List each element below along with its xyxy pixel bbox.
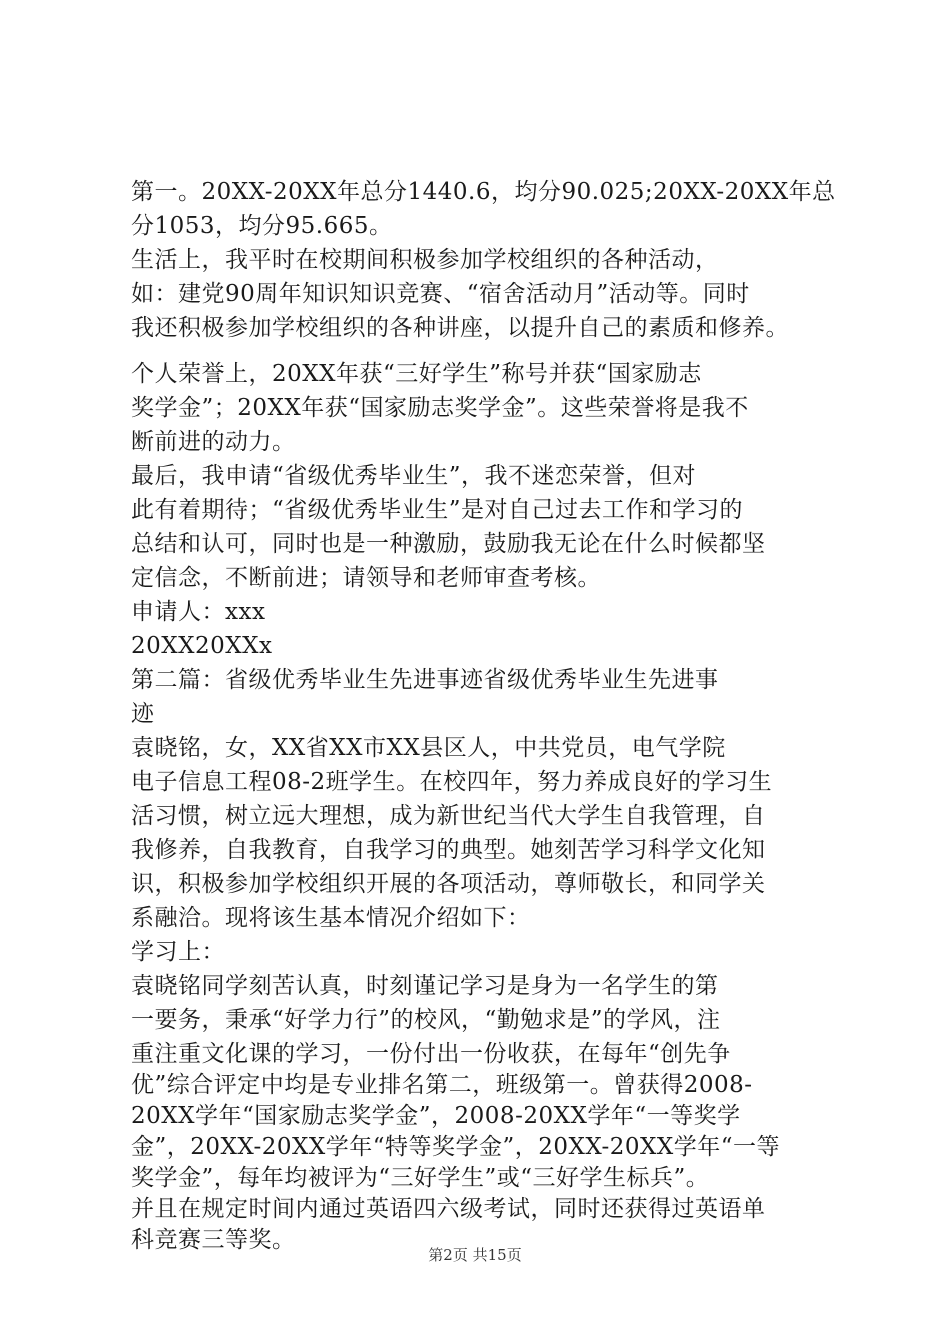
text-line: 生活上，我平时在校期间积极参加学校组织的各种活动，: [131, 247, 719, 273]
text-line: 活习惯，树立远大理想，成为新世纪当代大学生自我管理，自: [131, 803, 766, 829]
text-line: 迹: [131, 701, 155, 727]
text-line: 总结和认可，同时也是一种激励，鼓励我无论在什么时候都坚: [131, 531, 766, 557]
text-line: 优”综合评定中均是专业排名第二，班级第一。曾获得2008-: [131, 1072, 753, 1098]
text-line: 奖学金”，每年均被评为“三好学生”或“三好学生标兵”。: [131, 1165, 710, 1191]
text-line: 分1053，均分95.665。: [131, 213, 393, 239]
text-line: 定信念，不断前进；请领导和老师审查考核。: [131, 565, 601, 591]
text-line: 袁晓铭，女，XX省XX市XX县区人，中共党员，电气学院: [131, 735, 726, 761]
text-line: 金”，20XX-20XX学年“特等奖学金”，20XX-20XX学年“一等: [131, 1134, 780, 1160]
text-line: 系融洽。现将该生基本情况介绍如下：: [131, 905, 531, 931]
text-line: 申请人：xxx: [131, 599, 266, 625]
text-line: 电子信息工程08-2班学生。在校四年，努力养成良好的学习生: [131, 769, 773, 795]
text-line: 断前进的动力。: [131, 429, 296, 455]
text-line: 第二篇：省级优秀毕业生先进事迹省级优秀毕业生先进事: [131, 667, 719, 693]
text-line: 科竞赛三等奖。: [131, 1227, 296, 1253]
text-line: 20XX20XXx: [131, 633, 273, 659]
text-line: 并且在规定时间内通过英语四六级考试，同时还获得过英语单: [131, 1196, 766, 1222]
text-line: 20XX学年“国家励志奖学金”，2008-20XX学年“一等奖学: [131, 1103, 741, 1129]
text-line: 我还积极参加学校组织的各种讲座，以提升自己的素质和修养。: [131, 315, 789, 341]
text-line: 学习上：: [131, 939, 225, 965]
text-line: 第一。20XX-20XX年总分1440.6，均分90.025;20XX-20XX年总: [131, 179, 836, 205]
text-line: 识，积极参加学校组织开展的各项活动，尊师敬长，和同学关: [131, 871, 766, 897]
text-line: 我修养，自我教育，自我学习的典型。她刻苦学习科学文化知: [131, 837, 766, 863]
text-line: 最后，我申请“省级优秀毕业生”，我不迷恋荣誉，但对: [131, 463, 697, 489]
text-line: 袁晓铭同学刻苦认真，时刻谨记学习是身为一名学生的第: [131, 973, 719, 999]
text-line: 奖学金”；20XX年获“国家励志奖学金”。这些荣誉将是我不: [131, 395, 749, 421]
text-line: 如：建党90周年知识知识竞赛、“宿舍活动月”活动等。同时: [131, 281, 750, 307]
text-line: 此有着期待；“省级优秀毕业生”是对自己过去工作和学习的: [131, 497, 744, 523]
text-line: 一要务，秉承“好学力行”的校风，“勤勉求是”的学风，注: [131, 1007, 721, 1033]
page-footer: 第2页 共15页: [428, 1246, 522, 1264]
text-line: 个人荣誉上，20XX年获“三好学生”称号并获“国家励志: [131, 361, 702, 387]
text-line: 重注重文化课的学习，一份付出一份收获，在每年“创先争: [131, 1041, 731, 1067]
